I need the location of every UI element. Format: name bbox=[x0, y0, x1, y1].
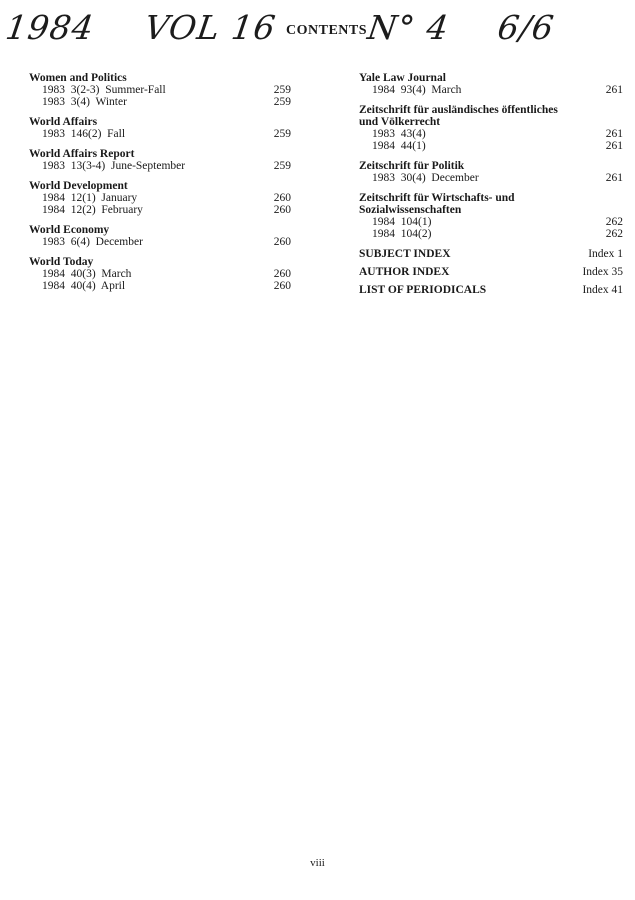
issue-label: 1983 6(4) December bbox=[42, 236, 143, 248]
index-page: Index 41 bbox=[582, 284, 623, 296]
index-page: Index 35 bbox=[582, 266, 623, 278]
journal-women-and-politics bbox=[29, 72, 291, 108]
page-number: 260 bbox=[273, 268, 291, 280]
journal-world-development bbox=[29, 180, 291, 216]
journal-title: World Today bbox=[29, 256, 94, 268]
journal-title: Zeitschrift für Politik bbox=[359, 160, 465, 172]
issue-entry bbox=[29, 192, 291, 204]
issue-label: 1983 3(4) Winter bbox=[42, 96, 127, 108]
issue-label: 1984 12(1) January bbox=[42, 192, 138, 204]
page-number: 260 bbox=[273, 204, 291, 216]
issue-label: 1984 93(4) March bbox=[372, 84, 462, 96]
issue-entry bbox=[29, 128, 291, 140]
periodicals-list-row bbox=[359, 284, 623, 296]
journal-title: World Development bbox=[29, 180, 128, 192]
handwritten-year: 1984 bbox=[3, 8, 97, 47]
issue-label: 1983 43(4) bbox=[372, 128, 426, 140]
page-number: 261 bbox=[605, 128, 623, 140]
index-label: SUBJECT INDEX bbox=[359, 248, 451, 260]
journal-title: World Affairs Report bbox=[29, 148, 135, 160]
journal-world-today bbox=[29, 256, 291, 292]
journal-yale-law-journal bbox=[359, 72, 623, 96]
issue-entry bbox=[359, 140, 623, 152]
issue-entry bbox=[359, 172, 623, 184]
index-label: AUTHOR INDEX bbox=[359, 266, 450, 278]
issue-entry bbox=[359, 216, 623, 228]
issue-label: 1984 104(2) bbox=[372, 228, 432, 240]
contents-left-column bbox=[29, 72, 291, 300]
issue-label: 1983 3(2-3) Summer-Fall bbox=[42, 84, 166, 96]
page-number: 260 bbox=[273, 236, 291, 248]
subject-index-row bbox=[359, 248, 623, 260]
page-number: 262 bbox=[605, 228, 623, 240]
page-number: 260 bbox=[273, 280, 291, 292]
handwritten-number: N° 4 bbox=[365, 8, 452, 47]
journal-title: Zeitschrift für Wirtschafts- und bbox=[359, 192, 515, 204]
handwritten-date: 6/6 bbox=[495, 8, 557, 47]
journal-title-continued: und Völkerrecht bbox=[359, 116, 441, 128]
page-title: CONTENTS bbox=[286, 23, 368, 38]
issue-entry bbox=[359, 128, 623, 140]
journal-title: Zeitschrift für ausländisches öffentliches bbox=[359, 104, 558, 116]
page-number: 259 bbox=[273, 96, 291, 108]
journal-zeitschrift-auslandisches bbox=[359, 104, 623, 152]
issue-entry bbox=[29, 268, 291, 280]
issue-label: 1984 12(2) February bbox=[42, 204, 143, 216]
journal-title: World Affairs bbox=[29, 116, 98, 128]
journal-title: World Economy bbox=[29, 224, 110, 236]
issue-label: 1984 40(4) April bbox=[42, 280, 126, 292]
journal-zeitschrift-fur-politik bbox=[359, 160, 623, 184]
page-number: 259 bbox=[273, 160, 291, 172]
author-index-row bbox=[359, 266, 623, 278]
page-number: 261 bbox=[605, 84, 623, 96]
issue-entry bbox=[29, 204, 291, 216]
journal-title: Yale Law Journal bbox=[359, 72, 446, 84]
handwritten-volume: VOL 16 bbox=[142, 8, 279, 47]
issue-entry bbox=[29, 96, 291, 108]
issue-label: 1983 13(3-4) June-September bbox=[42, 160, 186, 172]
issue-entry bbox=[29, 280, 291, 292]
issue-entry bbox=[29, 236, 291, 248]
page-number-footer: viii bbox=[310, 857, 325, 869]
issue-label: 1983 30(4) December bbox=[372, 172, 479, 184]
journal-title: Women and Politics bbox=[29, 72, 127, 84]
index-label: LIST OF PERIODICALS bbox=[359, 284, 487, 296]
index-page: Index 1 bbox=[588, 248, 623, 260]
journal-title-continued: Sozialwissenschaften bbox=[359, 204, 462, 216]
issue-entry bbox=[29, 160, 291, 172]
issue-label: 1983 146(2) Fall bbox=[42, 128, 126, 140]
issue-label: 1984 44(1) bbox=[372, 140, 426, 152]
journal-world-affairs bbox=[29, 116, 291, 140]
page-number: 259 bbox=[273, 84, 291, 96]
page-number: 259 bbox=[273, 128, 291, 140]
page-number: 260 bbox=[273, 192, 291, 204]
journal-world-affairs-report bbox=[29, 148, 291, 172]
contents-right-column bbox=[359, 72, 623, 302]
issue-entry bbox=[359, 84, 623, 96]
journal-zeitschrift-wirtschafts bbox=[359, 192, 623, 240]
page-number: 261 bbox=[605, 140, 623, 152]
index-list bbox=[359, 248, 623, 296]
page-number: 262 bbox=[605, 216, 623, 228]
issue-label: 1984 104(1) bbox=[372, 216, 432, 228]
page-number: 261 bbox=[605, 172, 623, 184]
issue-label: 1984 40(3) March bbox=[42, 268, 132, 280]
issue-entry bbox=[29, 84, 291, 96]
journal-world-economy bbox=[29, 224, 291, 248]
issue-entry bbox=[359, 228, 623, 240]
